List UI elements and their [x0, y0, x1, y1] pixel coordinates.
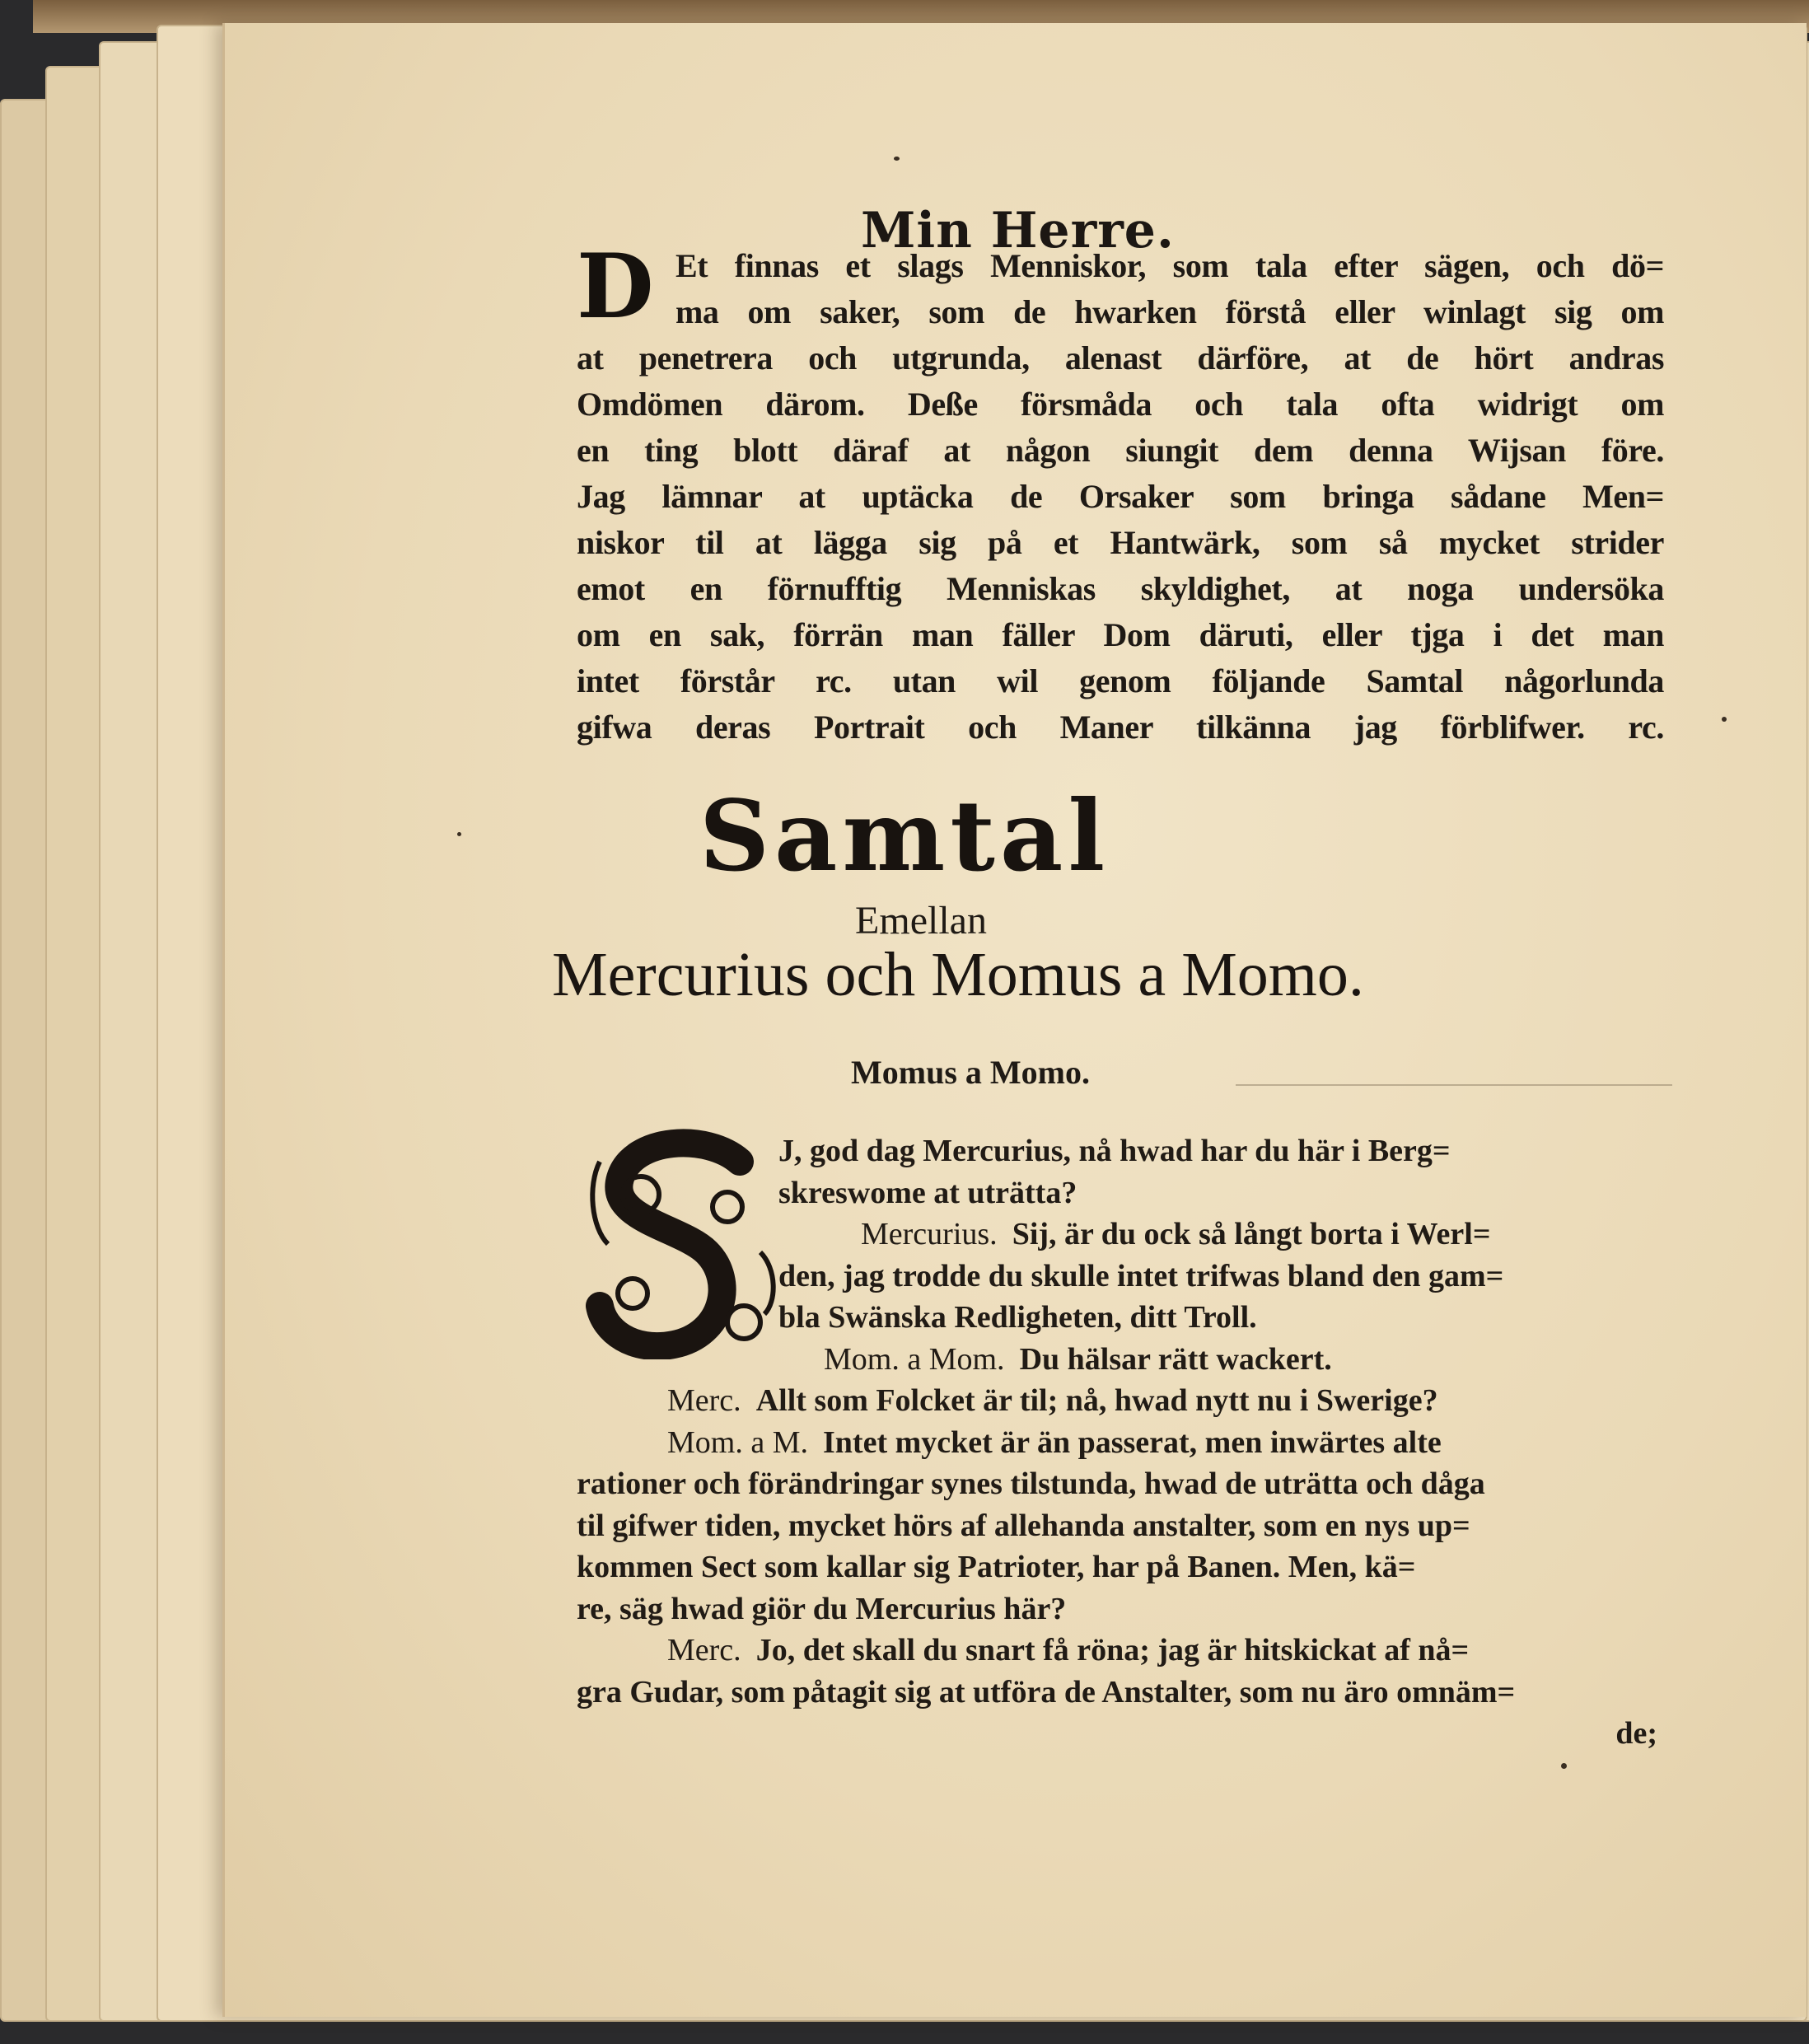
intro-line: at penetrera och utgrunda, alenast därföre, at de hört andras [577, 339, 1664, 377]
dialogue-line: Merc. Jo, det skall du snart få röna; jag är hitskickat af nå= [667, 1633, 1470, 1667]
intro-paragraph [577, 235, 1664, 751]
dialogue-line: re, säg hwad giör du Mercurius här? [577, 1591, 1067, 1626]
dialogue-line: til gifwer tiden, mycket hörs af allehanda anstalter, som en nys up= [577, 1508, 1470, 1543]
title-names: Mercurius och Momus a Momo. [552, 940, 1364, 1009]
dialogue-text [577, 1130, 1664, 1755]
dialogue-line: den, jag trodde du skulle intet trifwas bland den gam= [778, 1258, 1504, 1293]
title-emellan: Emellan [855, 899, 987, 942]
dialogue-line: Mom. a M. Intet mycket är än passerat, men inwärtes alte [667, 1424, 1442, 1460]
dialogue-line: rationer och förändringar synes tilstunda, hwad de uträtta och dåga [577, 1466, 1485, 1501]
intro-line: ma om saker, som de hwarken förstå eller winlagt sig om [675, 293, 1664, 330]
intro-line: om en sak, förrän man fäller Dom däruti, eller tjga i det man [577, 616, 1664, 653]
intro-line: Omdömen därom. Deße försmåda och tala ofta widrigt om [577, 386, 1664, 423]
intro-line: emot en förnufftig Menniskas skyldighet, at noga undersöka [577, 570, 1664, 607]
drop-cap-d: D [577, 235, 654, 339]
dialogue-line: kommen Sect som kallar sig Patrioter, har på Banen. Men, kä= [577, 1550, 1416, 1584]
dialogue-line: Mom. a Mom. Du hälsar rätt wackert. [824, 1341, 1332, 1377]
title-samtal: Samtal [699, 779, 1110, 893]
intro-line: Et finnas et slags Menniskor, som tala efter sägen, och dö= [675, 247, 1664, 284]
dialogue-line: Mercurius. Sij, är du ock så långt borta i Werl= [861, 1217, 1491, 1251]
ink-speck [894, 157, 900, 161]
intro-line: niskor til at lägga sig på et Hantwärk, som så mycket strider [577, 524, 1664, 561]
dialogue-line: Merc. Allt som Folcket är til; nå, hwad nytt nu i Swerige? [667, 1383, 1438, 1418]
dialogue-line: gra Gudar, som påtagit sig at utföra de Anstalter, som nu äro omnäm= [577, 1674, 1516, 1710]
speaker-heading: Momus a Momo. [851, 1054, 1090, 1091]
dialogue-catchword: de; [1615, 1716, 1657, 1751]
dialogue-line: J, god dag Mercurius, nå hwad har du här i Berg= [778, 1134, 1451, 1168]
ink-speck [457, 832, 461, 836]
intro-line: Jag lämnar at uptäcka de Orsaker som bringa sådane Men= [577, 478, 1664, 515]
ink-speck [1561, 1763, 1567, 1769]
intro-line: gifwa deras Portrait och Maner tilkänna jag förblifwer. rc. [577, 709, 1664, 746]
dialogue-line: bla Swänska Redligheten, ditt Troll. [778, 1300, 1257, 1335]
heading-rule [1236, 1084, 1672, 1086]
salutation-heading: Min Herre. [861, 202, 1175, 260]
dialogue-line: skreswome at uträtta? [778, 1175, 1077, 1210]
intro-line: intet förstår rc. utan wil genom följande Samtal någorlunda [577, 662, 1664, 699]
intro-line: en ting blott däraf at någon siungit dem denna Wijsan före. [577, 432, 1664, 469]
ink-speck [1722, 717, 1727, 722]
